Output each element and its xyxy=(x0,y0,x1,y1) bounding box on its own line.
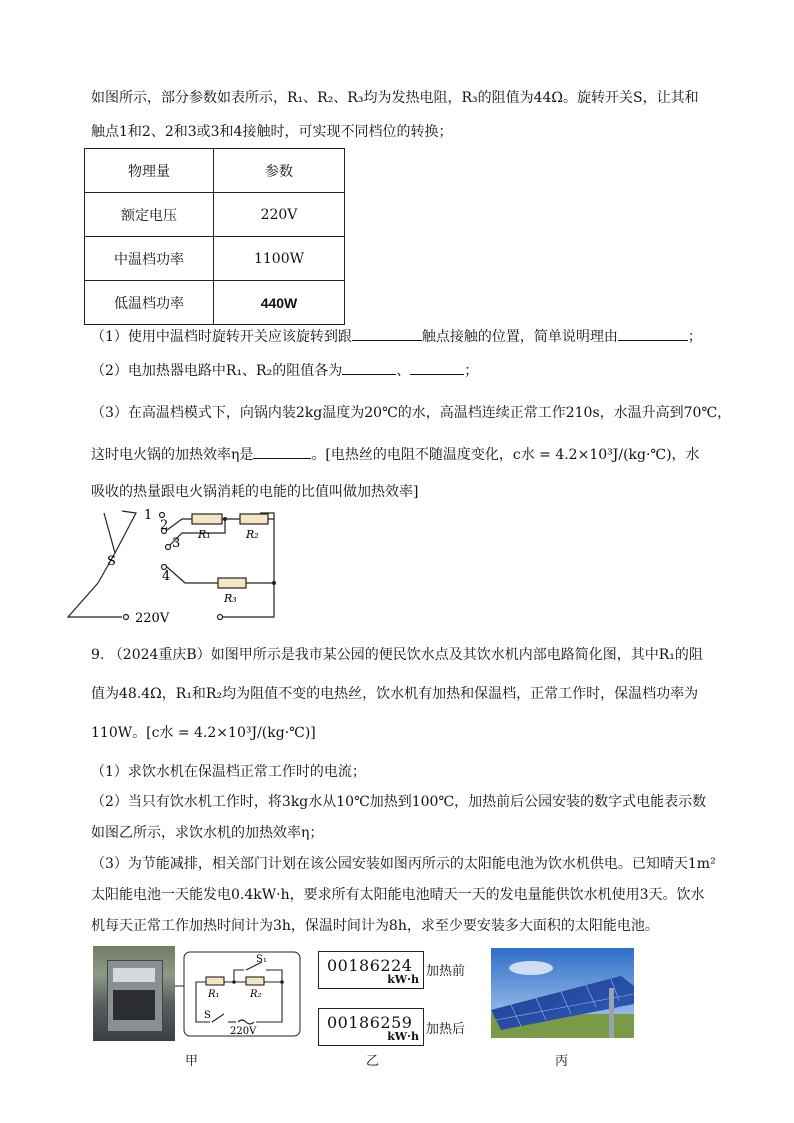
table-cell: 额定电压 xyxy=(85,193,214,237)
q1-text-b: 触点接触的位置，简单说明理由 xyxy=(421,329,618,345)
question-9-sub-1: （1）求饮水机在保温档正常工作时的电流； xyxy=(91,764,366,780)
intro-line-1: 如图所示，部分参数如表所示，R₁、R₂、R₃均为发热电阻，R₃的阻值为44Ω。旋转开关S，让其和 xyxy=(91,90,699,106)
answer-blank[interactable] xyxy=(342,360,396,375)
question-9-line-2: 值为48.4Ω，R₁和R₂均为阻值不变的电热丝，饮水机有加热和保温档，正常工作时，保温档功率为 xyxy=(91,686,699,702)
q3-text-b: 。[电热丝的电阻不随温度变化，c水 = 4.2×10³J/(kg·℃)，水 xyxy=(311,447,700,463)
contact-2-label: 2 xyxy=(160,518,169,533)
solar-panel-photo xyxy=(491,948,634,1038)
q2-text-c: ； xyxy=(464,363,479,379)
table-header-cell: 参数 xyxy=(214,149,345,193)
q1-text-a: （1）使用中温档时旋转开关应该旋转到跟 xyxy=(91,329,352,345)
table-cell: 1100W xyxy=(214,237,345,281)
table-cell: 低温档功率 xyxy=(85,281,214,325)
question-9-line-3: 110W。[c水 = 4.2×10³J/(kg·℃)] xyxy=(91,725,316,741)
meter-before-value: 00186224 xyxy=(327,956,413,975)
answer-blank[interactable] xyxy=(253,444,311,459)
voltage-label: 220V xyxy=(135,611,170,625)
table-cell: 220V xyxy=(214,193,345,237)
question-3-line-1: （3）在高温档模式下，向锅内装2kg温度为20℃的水，高温档连续正常工作210s，水温升高到70℃， xyxy=(91,405,732,421)
q2-text-a: （2）电加热器电路中R₁、R₂的阻值各为 xyxy=(91,363,343,379)
table-row xyxy=(85,281,345,325)
meter-after-value: 00186259 xyxy=(327,1013,413,1032)
r3-label: R₃ xyxy=(224,592,237,605)
q3-text-a: 这时电火锅的加热效率η是 xyxy=(91,447,254,463)
question-9-sub-3b: 太阳能电池一天能发电0.4kW·h，要求所有太阳能电池晴天一天的发电量能供饮水机使用3天。饮水 xyxy=(91,887,705,903)
table-cell: 440W xyxy=(214,281,345,325)
question-9-line-1: 9. （2024重庆B）如图甲所示是我市某公园的便民饮水点及其饮水机内部电路简化图，其中R₁的阻 xyxy=(91,647,703,663)
table-row xyxy=(85,237,345,281)
meter-after xyxy=(318,1008,424,1046)
question-9-sub-3a: （3）为节能减排，相关部门计划在该公园安装如图丙所示的太阳能电池为饮水机供电。已知晴天1m² xyxy=(91,856,716,872)
water-dispenser-photo xyxy=(93,946,175,1041)
switch-s-label: S xyxy=(107,554,116,569)
rotary-switch-circuit xyxy=(60,505,290,625)
caption-yi: 乙 xyxy=(366,1054,380,1069)
answer-blank[interactable] xyxy=(352,326,422,341)
meter-before xyxy=(318,951,424,989)
question-3-line-3: 吸收的热量跟电火锅消耗的电能的比值叫做加热效率] xyxy=(91,484,419,500)
q2-sep: 、 xyxy=(396,363,411,379)
answer-blank[interactable] xyxy=(410,360,464,375)
table-header-row xyxy=(85,149,345,193)
question-9-sub-3c: 机每天正常工作加热时间计为3h，保温时间计为8h，求至少要安装多大面积的太阳能电池。 xyxy=(91,918,659,934)
answer-blank[interactable] xyxy=(618,326,688,341)
question-9-sub-2a: （2）当只有饮水机工作时，将3kg水从10℃加热到100℃，加热前后公园安装的数字式电能表示数 xyxy=(91,794,707,810)
question-1 xyxy=(91,326,702,347)
parameter-table xyxy=(84,148,345,325)
jia-voltage-label: 220V xyxy=(230,1026,257,1037)
meter-after-unit: kW·h xyxy=(387,1030,419,1043)
meter-before-label: 加热前 xyxy=(426,964,466,979)
r1-label: R₁ xyxy=(198,528,211,541)
contact-4-label: 4 xyxy=(162,569,171,584)
caption-jia: 甲 xyxy=(185,1054,199,1069)
intro-line-2: 触点1和2、2和3或3和4接触时，可实现不同档位的转换； xyxy=(91,124,453,140)
r2-label: R₂ xyxy=(246,528,259,541)
s1-label: S₁ xyxy=(256,954,267,965)
meter-before-unit: kW·h xyxy=(387,973,419,986)
meter-after-label: 加热后 xyxy=(426,1022,466,1037)
contact-3-label: 3 xyxy=(172,536,181,551)
question-9-sub-2b: 如图乙所示，求饮水机的加热效率η； xyxy=(91,825,324,841)
table-cell: 中温档功率 xyxy=(85,237,214,281)
jia-r1-label: R₁ xyxy=(208,989,220,1000)
s-label: S xyxy=(204,1010,211,1021)
table-header-cell: 物理量 xyxy=(85,149,214,193)
question-2 xyxy=(91,360,478,381)
contact-1-label: 1 xyxy=(144,508,153,523)
q1-text-c: ； xyxy=(687,329,702,345)
table-row xyxy=(85,193,345,237)
question-3-line-2 xyxy=(91,444,700,465)
caption-bing: 丙 xyxy=(555,1054,569,1069)
jia-r2-label: R₂ xyxy=(250,989,262,1000)
dispenser-circuit xyxy=(170,946,305,1041)
